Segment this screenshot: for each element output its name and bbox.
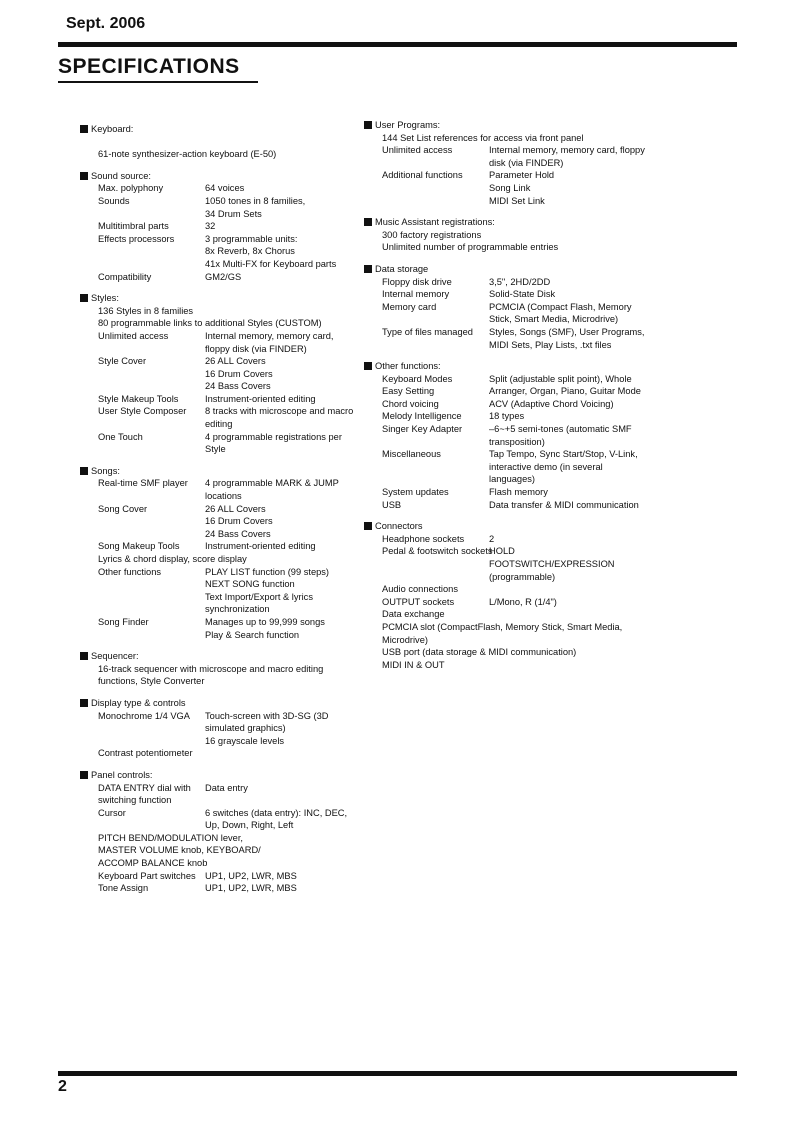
spec-value: 16 Drum Covers bbox=[205, 368, 273, 379]
spec-row bbox=[364, 545, 649, 558]
spec-key: OUTPUT sockets bbox=[382, 596, 455, 607]
spec-value: 16 Drum Covers bbox=[205, 516, 273, 527]
spec-key: Chord voicing bbox=[382, 398, 439, 409]
spec-section bbox=[80, 697, 355, 760]
section-title: Sound source: bbox=[91, 170, 151, 181]
spec-row bbox=[80, 233, 355, 246]
spec-key: Unlimited access bbox=[382, 145, 453, 156]
spec-row bbox=[80, 330, 355, 355]
spec-row bbox=[364, 385, 649, 398]
spec-value: 4 programmable registrations per Style bbox=[205, 431, 342, 455]
spec-text: USB port (data storage & MIDI communication) bbox=[382, 647, 577, 658]
spec-value: 24 Bass Covers bbox=[205, 381, 271, 392]
spec-value: GM2/GS bbox=[205, 271, 242, 282]
spec-value: Data entry bbox=[205, 782, 248, 793]
spec-value: UP1, UP2, LWR, MBS bbox=[205, 870, 297, 881]
section-title: Styles: bbox=[91, 293, 119, 304]
section-title: Panel controls: bbox=[91, 769, 153, 780]
footer-rule bbox=[58, 1071, 737, 1076]
spec-row bbox=[80, 882, 355, 895]
spec-value: NEXT SONG function bbox=[205, 579, 295, 590]
spec-value: Parameter Hold bbox=[489, 170, 555, 181]
spec-row bbox=[80, 195, 355, 208]
spec-key bbox=[98, 629, 205, 642]
spec-value: 6 switches (data entry): INC, DEC, Up, Down, Right, Left bbox=[205, 807, 348, 831]
spec-row bbox=[80, 477, 355, 502]
bullet-square-icon bbox=[80, 771, 88, 779]
bullet-square-icon bbox=[364, 218, 372, 226]
spec-value: Instrument-oriented editing bbox=[205, 393, 316, 404]
spec-text: Microdrive) bbox=[382, 634, 428, 645]
section-title: Display type & controls bbox=[91, 697, 186, 708]
section-title: Keyboard: bbox=[91, 124, 134, 134]
spec-text: 16-track sequencer with microscope and macro editing bbox=[98, 663, 324, 674]
spec-row bbox=[80, 540, 355, 553]
spec-key: Effects processors bbox=[98, 233, 175, 244]
bullet-square-icon bbox=[80, 652, 88, 660]
spec-text: 300 factory registrations bbox=[382, 229, 482, 240]
spec-column-right bbox=[364, 119, 649, 680]
spec-key: Monochrome 1/4 VGA bbox=[98, 710, 190, 721]
section-title: User Programs: bbox=[375, 120, 441, 130]
spec-row bbox=[80, 431, 355, 456]
spec-key: Easy Setting bbox=[382, 386, 435, 397]
spec-row bbox=[80, 807, 355, 832]
spec-row bbox=[80, 245, 355, 258]
spec-text: switching function bbox=[98, 795, 172, 806]
spec-value: 8 tracks with microscope and macro editing bbox=[205, 406, 354, 430]
spec-value: 34 Drum Sets bbox=[205, 208, 262, 219]
spec-section bbox=[80, 123, 355, 161]
spec-line bbox=[80, 832, 355, 845]
spec-key: System updates bbox=[382, 487, 449, 498]
spec-value: HOLD bbox=[489, 546, 515, 557]
spec-row bbox=[364, 195, 649, 208]
bullet-square-icon bbox=[80, 467, 88, 475]
spec-value: –6~+5 semi-tones (automatic SMF transposition) bbox=[489, 424, 632, 447]
header-date: Sept. 2006 bbox=[66, 15, 146, 32]
spec-value: Song Link bbox=[489, 182, 531, 193]
spec-row bbox=[364, 596, 649, 609]
spec-key: Style Cover bbox=[98, 356, 147, 367]
spec-value: ACV (Adaptive Chord Voicing) bbox=[489, 398, 614, 409]
spec-key: Internal memory bbox=[382, 289, 450, 300]
spec-value: 3,5", 2HD/2DD bbox=[489, 276, 551, 287]
spec-line bbox=[80, 136, 355, 149]
spec-row bbox=[80, 271, 355, 284]
spec-key: Unlimited access bbox=[98, 330, 169, 341]
spec-text: 136 Styles in 8 families bbox=[98, 305, 194, 316]
section-heading bbox=[364, 520, 649, 533]
spec-key bbox=[98, 515, 205, 528]
spec-row bbox=[80, 782, 355, 795]
spec-value: Internal memory, memory card, floppy disk (via FINDER) bbox=[489, 145, 645, 168]
spec-key: One Touch bbox=[98, 431, 143, 442]
spec-value: MIDI Set Link bbox=[489, 195, 545, 206]
spec-row bbox=[364, 448, 649, 486]
section-heading bbox=[80, 465, 355, 478]
spec-line bbox=[364, 229, 649, 242]
spec-line bbox=[364, 241, 649, 254]
spec-line bbox=[364, 634, 649, 647]
spec-row bbox=[80, 566, 355, 579]
spec-row bbox=[80, 616, 355, 629]
spec-value: 16 grayscale levels bbox=[205, 735, 285, 746]
page-title: SPECIFICATIONS bbox=[58, 55, 240, 78]
spec-key: Style Makeup Tools bbox=[98, 393, 179, 404]
spec-value: 24 Bass Covers bbox=[205, 528, 271, 539]
spec-text: ACCOMP BALANCE knob bbox=[98, 858, 208, 869]
spec-value: Flash memory bbox=[489, 487, 548, 498]
spec-row bbox=[364, 276, 649, 289]
spec-value: L/Mono, R (1/4") bbox=[489, 596, 557, 607]
bullet-square-icon bbox=[80, 125, 88, 133]
spec-section bbox=[364, 520, 649, 671]
spec-value: Play & Search function bbox=[205, 629, 300, 640]
section-heading bbox=[364, 119, 649, 132]
spec-section bbox=[80, 769, 355, 895]
spec-row bbox=[364, 182, 649, 195]
spec-row bbox=[364, 169, 649, 182]
spec-row bbox=[80, 503, 355, 516]
spec-line bbox=[80, 317, 355, 330]
title-underline bbox=[58, 81, 258, 83]
spec-key bbox=[98, 258, 205, 271]
spec-key bbox=[98, 208, 205, 221]
spec-key: Sounds bbox=[98, 195, 130, 206]
spec-key: Max. polyphony bbox=[98, 183, 164, 194]
spec-value: 8x Reverb, 8x Chorus bbox=[205, 246, 295, 257]
spec-key: Real-time SMF player bbox=[98, 478, 188, 489]
section-heading bbox=[80, 650, 355, 663]
spec-key bbox=[382, 195, 489, 208]
spec-value: 18 types bbox=[489, 411, 525, 422]
section-title: Sequencer: bbox=[91, 651, 139, 662]
spec-value: Arranger, Organ, Piano, Guitar Mode bbox=[489, 386, 641, 397]
spec-line bbox=[364, 608, 649, 621]
spec-row bbox=[364, 326, 649, 351]
spec-row bbox=[364, 373, 649, 386]
spec-key bbox=[382, 558, 489, 583]
spec-section bbox=[80, 650, 355, 688]
spec-section bbox=[80, 170, 355, 283]
spec-row bbox=[80, 405, 355, 430]
spec-key: User Style Composer bbox=[98, 406, 187, 417]
spec-line bbox=[80, 148, 355, 161]
section-title: Songs: bbox=[91, 465, 120, 476]
spec-line bbox=[80, 844, 355, 857]
spec-line bbox=[80, 747, 355, 760]
section-heading bbox=[80, 123, 355, 136]
spec-row bbox=[80, 220, 355, 233]
spec-row bbox=[364, 558, 649, 583]
spec-row bbox=[364, 499, 649, 512]
spec-key: Singer Key Adapter bbox=[382, 424, 463, 435]
spec-row bbox=[364, 301, 649, 326]
spec-row bbox=[80, 258, 355, 271]
spec-section bbox=[364, 119, 649, 207]
spec-value: 3 programmable units: bbox=[205, 233, 298, 244]
spec-value: PLAY LIST function (99 steps) bbox=[205, 566, 330, 577]
spec-value: 32 bbox=[205, 221, 216, 232]
spec-value: Data transfer & MIDI communication bbox=[489, 499, 639, 510]
spec-text: functions, Style Converter bbox=[98, 676, 205, 687]
spec-line bbox=[364, 659, 649, 672]
spec-key: Song Finder bbox=[98, 616, 149, 627]
spec-row bbox=[364, 533, 649, 546]
spec-key bbox=[98, 578, 205, 591]
spec-value: Tap Tempo, Sync Start/Stop, V-Link, interactive demo (in several languages) bbox=[489, 449, 638, 485]
spec-text: PCMCIA slot (CompactFlash, Memory Stick, Smart Media, bbox=[382, 621, 623, 632]
spec-line bbox=[364, 583, 649, 596]
spec-key: Additional functions bbox=[382, 170, 463, 181]
spec-row bbox=[364, 423, 649, 448]
spec-row bbox=[80, 528, 355, 541]
spec-value: 2 bbox=[489, 533, 495, 544]
spec-text: Audio connections bbox=[382, 584, 458, 595]
spec-row bbox=[364, 398, 649, 411]
spec-row bbox=[80, 515, 355, 528]
spec-key: Cursor bbox=[98, 807, 126, 818]
spec-row bbox=[80, 710, 355, 735]
spec-value: FOOTSWITCH/EXPRESSION (programmable) bbox=[489, 559, 615, 582]
section-title: Music Assistant registrations: bbox=[375, 217, 495, 228]
spec-key: Memory card bbox=[382, 301, 437, 312]
spec-key: Type of files managed bbox=[382, 326, 473, 337]
spec-value: Touch-screen with 3D-SG (3D simulated graphics) bbox=[205, 710, 329, 734]
bullet-square-icon bbox=[364, 121, 372, 129]
spec-key: Song Cover bbox=[98, 503, 148, 514]
spec-line bbox=[364, 621, 649, 634]
bullet-square-icon bbox=[364, 265, 372, 273]
spec-key: DATA ENTRY dial with bbox=[98, 782, 191, 793]
spec-line bbox=[80, 794, 355, 807]
spec-line bbox=[80, 553, 355, 566]
section-heading bbox=[80, 769, 355, 782]
spec-value: 26 ALL Covers bbox=[205, 503, 266, 514]
spec-text: MIDI IN & OUT bbox=[382, 659, 445, 670]
spec-key: Pedal & footswitch sockets bbox=[382, 546, 493, 557]
spec-line bbox=[80, 857, 355, 870]
spec-section bbox=[80, 292, 355, 456]
spec-row bbox=[80, 368, 355, 381]
spec-key: Multitimbral parts bbox=[98, 221, 169, 232]
spec-key: Melody Intelligence bbox=[382, 411, 462, 422]
section-title: Other functions: bbox=[375, 361, 441, 372]
section-title: Connectors bbox=[375, 521, 423, 532]
spec-value: Solid-State Disk bbox=[489, 289, 556, 300]
section-heading bbox=[80, 697, 355, 710]
spec-text: Lyrics & chord display, score display bbox=[98, 554, 247, 564]
section-heading bbox=[364, 216, 649, 229]
spec-row bbox=[364, 486, 649, 499]
spec-row bbox=[80, 578, 355, 591]
spec-value: Styles, Songs (SMF), User Programs, MIDI Sets, Play Lists, .txt files bbox=[489, 326, 645, 350]
spec-key bbox=[98, 528, 205, 541]
section-heading bbox=[364, 360, 649, 373]
spec-row bbox=[80, 393, 355, 406]
spec-value: PCMCIA (Compact Flash, Memory Stick, Smart Media, Microdrive) bbox=[489, 301, 632, 325]
spec-row bbox=[80, 355, 355, 368]
spec-row bbox=[80, 870, 355, 883]
spec-key: Compatibility bbox=[98, 271, 152, 282]
spec-key: Other functions bbox=[98, 566, 162, 577]
spec-key: Tone Assign bbox=[98, 883, 149, 894]
bullet-square-icon bbox=[364, 522, 372, 530]
section-heading bbox=[80, 292, 355, 305]
bullet-square-icon bbox=[80, 699, 88, 707]
spec-section bbox=[364, 263, 649, 351]
spec-value: 26 ALL Covers bbox=[205, 356, 266, 367]
spec-value: 1050 tones in 8 families, bbox=[205, 195, 306, 206]
spec-text: PITCH BEND/MODULATION lever, bbox=[98, 832, 243, 843]
spec-value: Split (adjustable split point), Whole bbox=[489, 373, 632, 384]
spec-value: Manages up to 99,999 songs bbox=[205, 616, 325, 627]
spec-value: Text Import/Export & lyrics synchronization bbox=[205, 591, 313, 615]
section-heading bbox=[80, 170, 355, 183]
spec-line bbox=[364, 132, 649, 145]
spec-key: Headphone sockets bbox=[382, 533, 465, 544]
spec-key: Floppy disk drive bbox=[382, 276, 452, 287]
spec-section bbox=[364, 216, 649, 254]
spec-value: 41x Multi-FX for Keyboard parts bbox=[205, 258, 337, 269]
bullet-square-icon bbox=[364, 362, 372, 370]
spec-key: Keyboard Part switches bbox=[98, 870, 196, 881]
spec-text bbox=[98, 136, 101, 149]
spec-row bbox=[80, 591, 355, 616]
spec-key: USB bbox=[382, 499, 402, 510]
spec-key bbox=[98, 380, 205, 393]
spec-value: Instrument-oriented editing bbox=[205, 541, 316, 552]
spec-key: Song Makeup Tools bbox=[98, 541, 180, 552]
spec-key: Keyboard Modes bbox=[382, 373, 453, 384]
spec-value: Internal memory, memory card, floppy disk (via FINDER) bbox=[205, 330, 334, 354]
spec-line bbox=[80, 675, 355, 688]
spec-row bbox=[364, 144, 649, 169]
spec-section bbox=[364, 360, 649, 511]
spec-row bbox=[364, 288, 649, 301]
spec-row bbox=[80, 208, 355, 221]
spec-section bbox=[80, 465, 355, 641]
spec-key bbox=[98, 735, 205, 748]
spec-row bbox=[80, 380, 355, 393]
spec-row bbox=[364, 410, 649, 423]
spec-key bbox=[98, 368, 205, 381]
section-heading bbox=[364, 263, 649, 276]
spec-key bbox=[382, 182, 489, 195]
spec-text: Unlimited number of programmable entries bbox=[382, 242, 559, 253]
spec-value: UP1, UP2, LWR, MBS bbox=[205, 883, 297, 894]
spec-line bbox=[80, 305, 355, 318]
bullet-square-icon bbox=[80, 172, 88, 180]
spec-row bbox=[80, 182, 355, 195]
header-rule bbox=[58, 42, 737, 47]
spec-text: 61-note synthesizer-action keyboard (E-50) bbox=[98, 149, 277, 160]
spec-row bbox=[80, 735, 355, 748]
spec-text: 144 Set List references for access via front panel bbox=[382, 132, 584, 143]
spec-text: Contrast potentiometer bbox=[98, 748, 193, 759]
spec-text: 80 programmable links to additional Styles (CUSTOM) bbox=[98, 318, 322, 329]
spec-key bbox=[98, 245, 205, 258]
section-title: Data storage bbox=[375, 263, 429, 274]
spec-line bbox=[364, 646, 649, 659]
spec-text: Data exchange bbox=[382, 609, 445, 620]
spec-value: 64 voices bbox=[205, 183, 245, 194]
spec-key bbox=[98, 591, 205, 616]
bullet-square-icon bbox=[80, 294, 88, 302]
spec-row bbox=[80, 629, 355, 642]
spec-column-left bbox=[80, 123, 355, 904]
spec-key: Miscellaneous bbox=[382, 449, 441, 460]
spec-line bbox=[80, 663, 355, 676]
spec-value: 4 programmable MARK & JUMP locations bbox=[205, 478, 339, 502]
spec-text: MASTER VOLUME knob, KEYBOARD/ bbox=[98, 845, 261, 856]
page-number: 2 bbox=[58, 1078, 67, 1095]
